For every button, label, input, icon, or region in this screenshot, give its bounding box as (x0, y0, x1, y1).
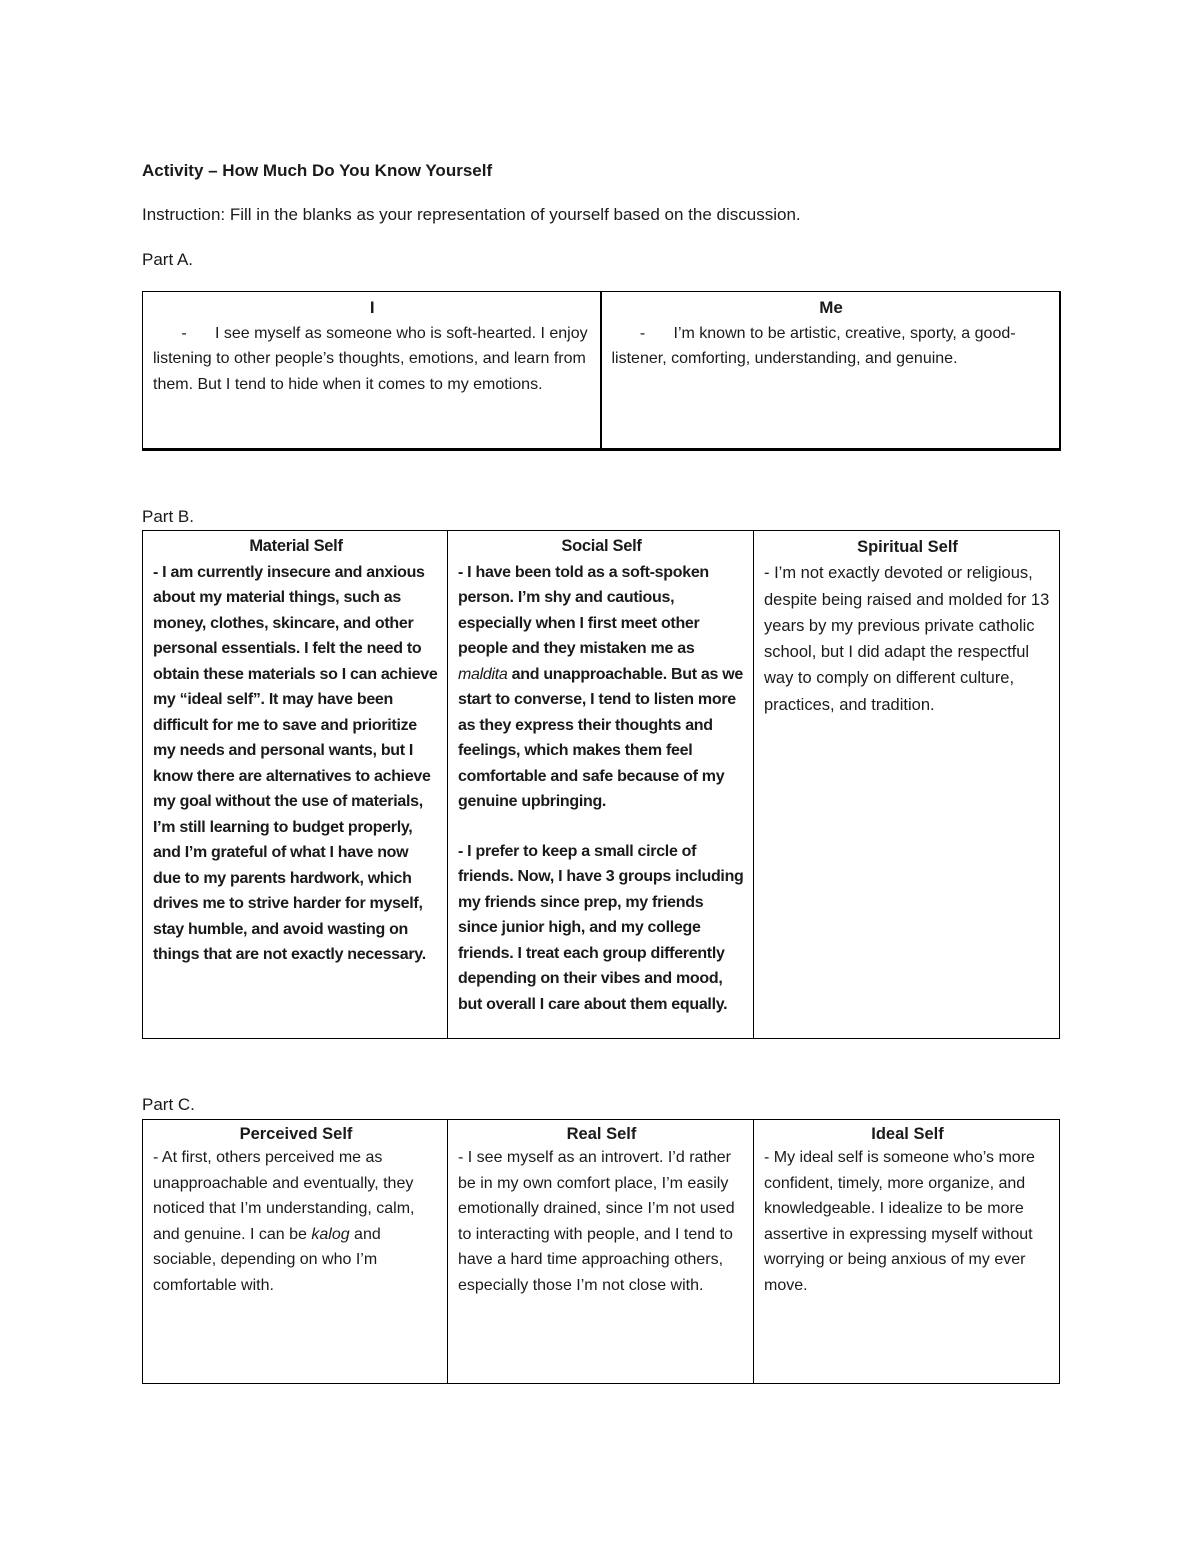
social-self-cell (448, 531, 754, 1039)
part-a-table (142, 291, 1061, 451)
perceived-self-text-b: and sociable, depending on who I’m comfortable with. (153, 1225, 381, 1294)
spiritual-self-cell (754, 531, 1060, 1039)
perceived-self-text (153, 1145, 439, 1298)
perceived-self-cell (143, 1120, 448, 1384)
part-c-table (142, 1119, 1060, 1384)
i-header: I (369, 298, 375, 317)
part-c-label: Part C. (142, 1095, 195, 1114)
part-a-label: Part A. (142, 250, 194, 269)
social-self-paragraph-1 (458, 560, 745, 815)
social-self-text-a: - I have been told as a soft-spoken person. I’m shy and cautious, especially when I first meet other people and they mistaken me as (458, 563, 709, 657)
real-self-text: - I see myself as an introvert. I’d rather be in my own comfort place, I’m easily emotionally drained, since I’m not used to interacting with people, and I tend to have a hard time approaching others, especially those I’m not close with. (458, 1149, 735, 1294)
real-self-header: Real Self (566, 1125, 637, 1143)
paragraph-gap (458, 815, 745, 839)
social-self-header: Social Self (561, 537, 642, 555)
i-text: I see myself as someone who is soft-hearted. I enjoy listening to other people’s thoughts, emotions, and learn from them. But I tend to hide when it comes to my emotions. (153, 324, 588, 393)
material-self-cell (143, 531, 448, 1039)
perceived-self-text-a: - At first, others perceived me as unapproachable and eventually, they noticed that I’m understanding, calm, and genuine. I can be (153, 1149, 415, 1243)
i-cell (143, 292, 601, 450)
real-self-cell (448, 1120, 754, 1384)
spiritual-self-header: Spiritual Self (857, 538, 958, 556)
me-dash: - (639, 324, 646, 342)
perceived-self-italic-word: kalog (311, 1225, 350, 1243)
me-text-block (612, 321, 1051, 372)
spiritual-self-text: - I’m not exactly devoted or religious, despite being raised and molded for 13 years by my previous private catholic school, but I did adapt the respectful way to comply on different culture, practices, and tradition. (764, 564, 1050, 714)
ideal-self-cell (754, 1120, 1060, 1384)
social-self-paragraph-2: - I prefer to keep a small circle of friends. Now, I have 3 groups including my friends since prep, my friends since junior high, and my college friends. I treat each group differently depending on their vibes and mood, but overall I care about them equally. (458, 842, 744, 1013)
me-cell (601, 292, 1060, 450)
i-text-block (153, 321, 592, 398)
material-self-header: Material Self (249, 537, 343, 555)
part-b-label: Part B. (142, 507, 194, 526)
ideal-self-header: Ideal Self (871, 1125, 944, 1143)
social-self-italic-word: maldita (458, 665, 508, 683)
me-text: I’m known to be artistic, creative, sporty, a good-listener, comforting, understanding, and genuine. (611, 324, 1016, 367)
me-header: Me (819, 298, 843, 317)
perceived-self-header: Perceived Self (239, 1125, 353, 1143)
instruction-text: Instruction: Fill in the blanks as your representation of yourself based on the discussion. (142, 205, 801, 224)
ideal-self-text: - My ideal self is someone who’s more confident, timely, more organize, and knowledgeable. I idealize to be more assertive in expressing myself without worrying or being anxious of my ever move. (764, 1149, 1035, 1294)
material-self-text: - I am currently insecure and anxious about my material things, such as money, clothes, skincare, and other personal essentials. I felt the need to obtain these materials so I can achieve my “ideal self”. It may have been difficult for me to save and prioritize my needs and personal wants, but I know there are alternatives to achieve my goal without the use of materials, I’m still learning to budget properly, and I’m grateful of what I have now due to my parents hardwork, which drives me to strive harder for myself, stay humble, and avoid wasting on things that are not exactly necessary. (153, 563, 438, 963)
social-self-text-b: and unapproachable. But as we start to converse, I tend to listen more as they express their thoughts and feelings, which makes them feel comfortable and safe because of my genuine upbringing. (458, 665, 743, 810)
part-b-table (142, 530, 1060, 1039)
i-dash: - (181, 324, 187, 342)
activity-title: Activity – How Much Do You Know Yourself (142, 161, 493, 180)
